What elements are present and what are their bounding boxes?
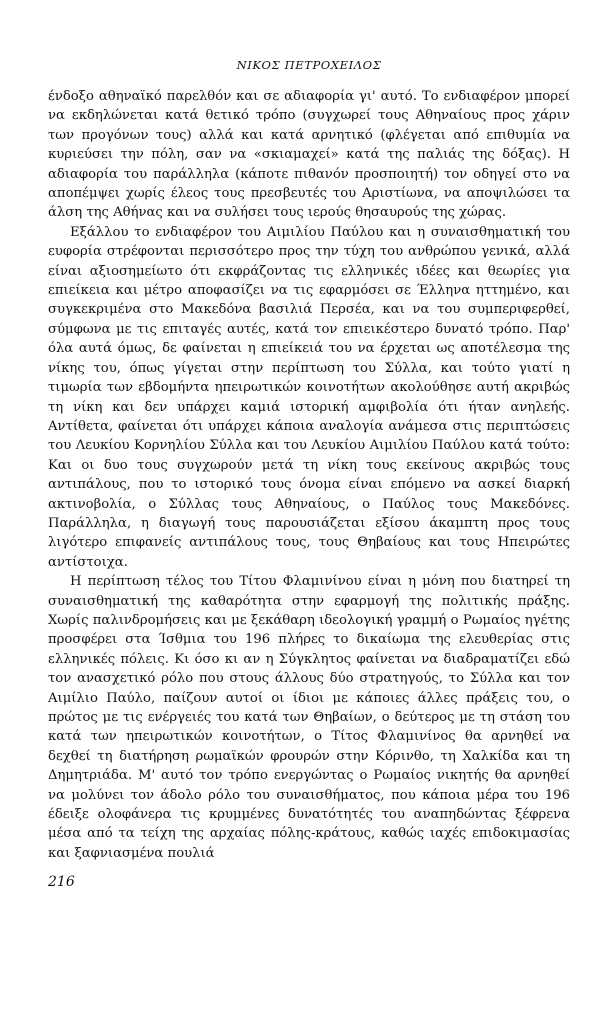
paragraph: Η περίπτωση τέλος του Τίτου Φλαμινίνου είναι η μόνη που διατηρεί τη συναισθηματική της καθαρότητα στην εφαρμογή της πολιτικής πράξης. Χωρίς παλινδρομήσεις και με ξεκάθαρη ιδεολογική γραμμή ο Ρωμαίος ηγέτης προσφέρει στα Ίσθμια του 196 πλήρες το δικαίωμα της ελευθερίας στις ελληνικές πόλεις. Κι όσο κι αν η Σύγκλητος φαίνεται να διαδραματίζει εδώ τον ανασχετικό ρόλο που στους άλλους δύο στρατηγούς, το Σύλλα και τον Αιμίλιο Παύλο, παίζουν αυτοί οι ίδιοι με κάποιες άλλες πράξεις του, ο πρώτος με τις ενέργειές του κατά των Θηβαίων, ο δεύτερος με τη στάση του κατά των ηπειρωτικών κοινοτήτων, ο Τίτος Φλαμινίνος θα αρνηθεί να δεχθεί τη διατήρηση ρωμαϊκών φρουρών στην Κόρινθο, τη Χαλκίδα και τη Δημητριάδα. Μ' αυτό τον τρόπο ενεργώντας ο Ρωμαίος νικητής θα αρνηθεί να μολύνει τον άδολο ρόλο του συναισθήματος, που κάποια μέρα του 196 έδειξε ολοφάνερα τις κρυμμένες δυνατότητές του αναπηδώντας ξέφρενα μέσα από τα τείχη της αρχαίας πόλης-κράτους, καθώς ιαχές επιδοκιμασίας και ξαφνιασμένα πουλιά — [48, 574, 570, 861]
page-number: 216 — [48, 874, 75, 890]
running-head: ΝΙΚΟΣ ΠΕΤΡΟΧΕΙΛΟΣ — [236, 58, 382, 72]
paragraph: ένδοξο αθηναϊκό παρελθόν και σε αδιαφορία γι' αυτό. Το ενδιαφέρον μπορεί να εκδηλώνεται κατά θετικό τρόπο (συγχωρεί τους Αθηναίους προς χάριν των προγόνων τους) αλλά και κατά αρνητικό (φλέγεται από επιθυμία να κυριεύσει την πόλη, σαν να «σκιαμαχεί» κατά της παλιάς της δόξας). Η αδιαφορία του παράλληλα (κάποτε πιθανόν προσποιητή) τον οδηγεί στο να αποπέμψει χωρίς έλεος τους πρεσβευτές του Αριστίωνα, να αποψιλώσει τα άλση της Αθήνας και να συλήσει τους ιερούς θησαυρούς της χώρας. — [48, 89, 570, 221]
paragraph: Εξάλλου το ενδιαφέρον του Αιμιλίου Παύλου και η συναισθηματική του ευφορία στρέφονται περισσότερο προς την τύχη του ανθρώπου γενικά, αλλά είναι αξιοσημείωτο ότι εκφράζοντας τις ελληνικές ιδέες και θεωρίες για επιείκεια και μέτρο αποφασίζει να τις εφαρμόσει σε Έλληνα ηττημένο, και συγκεκριμένα στο Μακεδόνα βασιλιά Περσέα, και να του συμπεριφερθεί, σύμφωνα με τις επιταγές αυτές, κατά τον επιεικέστερο δυνατό τρόπο. Παρ' όλα αυτά όμως, δε φαίνεται η επιείκειά του να έρχεται ως αποτέλεσμα της νίκης του, όπως γίγεται στην περίπτωση του Σύλλα, και τούτο γιατί η τιμωρία των εβδομήντα ηπειρωτικών κοινοτήτων ακολούθησε αυτή ακριβώς τη νίκη και δεν υπάρχει καμιά ιστορική αμφιβολία ότι ήταν ανηλεής. Αντίθετα, φαίνεται ότι υπάρχει κάποια αναλογία ανάμεσα στις περιπτώσεις του Λευκίου Κορνηλίου Σύλλα και του Λευκίου Αιμιλίου Παύλου κατά τούτο: Και οι δυο τους συγχωρούν μετά τη νίκη τους εκείνους ακριβώς τους αντιπάλους, που το ιστορικό τους όνομα είναι επόμενο να ασκεί διαρκή ακτινοβολία, ο Σύλλας τους Αθηναίους, ο Παύλος τους Μακεδόνες. Παράλληλα, η διαγωγή τους παρουσιάζεται εξίσου άκαμπτη προς τους λιγότερο επιφανείς αντιπάλους τους, τους Θηβαίους και τους Ηπειρώτες αντίστοιχα. — [48, 224, 570, 570]
page-body — [48, 58, 570, 863]
